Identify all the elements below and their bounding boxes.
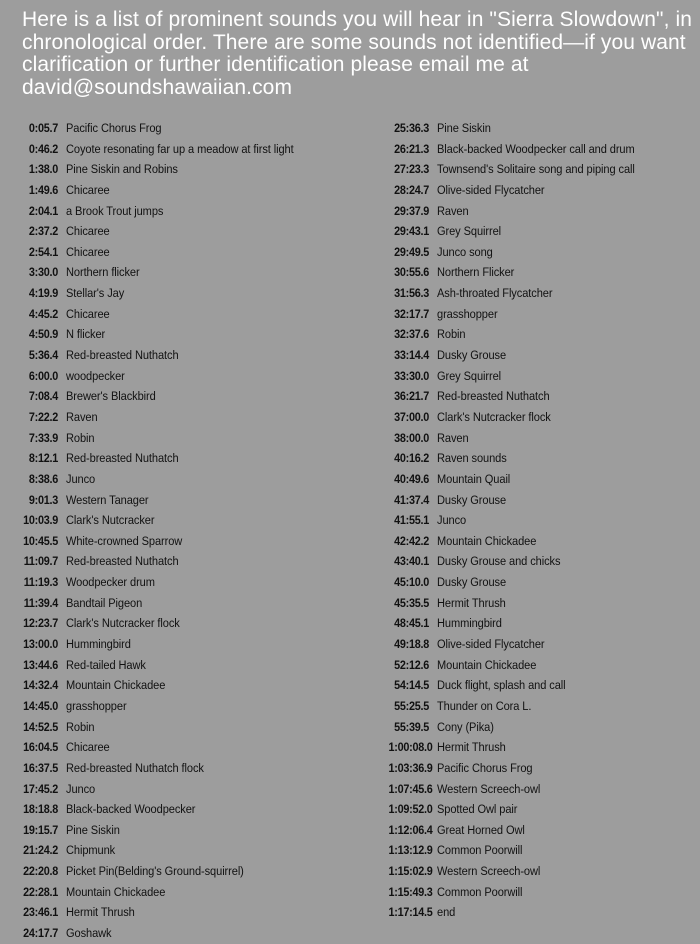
sound-entry xyxy=(383,820,698,841)
sound-name: Junco xyxy=(66,471,96,486)
timestamp: 11:39.4 xyxy=(23,595,59,610)
sound-name: Hermit Thrush xyxy=(437,740,506,755)
timestamp: 21:24.2 xyxy=(23,843,58,858)
sound-entry xyxy=(10,242,382,263)
sound-name: Common Poorwill xyxy=(437,843,523,858)
sound-entry xyxy=(10,386,382,407)
sound-entry xyxy=(383,551,698,572)
timestamp: 7:08.4 xyxy=(28,389,58,404)
sound-entry xyxy=(383,386,698,407)
sound-entry xyxy=(10,799,382,820)
sound-name: Chipmunk xyxy=(66,843,116,858)
sound-name: Hummingbird xyxy=(437,616,502,631)
sound-name: Grey Squirrel xyxy=(437,224,502,239)
sound-name: Raven sounds xyxy=(437,451,507,466)
timestamp: 28:24.7 xyxy=(394,182,429,197)
sound-name: Dusky Grouse and chicks xyxy=(437,554,561,569)
timestamp: 12:23.7 xyxy=(23,616,58,631)
sound-entry xyxy=(383,283,698,304)
sound-entry xyxy=(383,799,698,820)
sound-name: Duck flight, splash and call xyxy=(437,678,566,693)
sound-name: Robin xyxy=(66,430,95,445)
sound-entry xyxy=(10,779,382,800)
sound-name: Raven xyxy=(66,409,98,424)
sound-entry xyxy=(10,861,382,882)
timestamp: 30:55.6 xyxy=(394,265,429,280)
sound-entry xyxy=(383,221,698,242)
sound-name: grasshopper xyxy=(437,306,498,321)
sound-entry xyxy=(10,469,382,490)
sound-entry xyxy=(383,717,698,738)
sound-name: Red-breasted Nuthatch xyxy=(66,451,179,466)
sound-entry xyxy=(383,469,698,490)
timestamp: 52:12.6 xyxy=(394,657,429,672)
sound-entry xyxy=(10,655,382,676)
sound-entry xyxy=(383,428,698,449)
sound-entry xyxy=(383,118,698,139)
sound-entry xyxy=(383,634,698,655)
timestamp: 38:00.0 xyxy=(394,430,429,445)
sound-entry xyxy=(10,634,382,655)
timestamp: 48:45.1 xyxy=(394,616,429,631)
timestamp: 1:13:12.9 xyxy=(388,843,433,858)
sound-entry xyxy=(10,262,382,283)
timestamp: 11:09.7 xyxy=(23,554,59,569)
sound-name: Robin xyxy=(437,327,466,342)
sound-name: Woodpecker drum xyxy=(66,575,155,590)
timestamp: 13:00.0 xyxy=(23,637,58,652)
sound-name: Western Tanager xyxy=(66,492,149,507)
sound-name: N flicker xyxy=(66,327,106,342)
sound-entry xyxy=(10,882,382,903)
sound-name: Dusky Grouse xyxy=(437,492,507,507)
sound-entry xyxy=(10,490,382,511)
sound-entry xyxy=(383,242,698,263)
sound-name: Grey Squirrel xyxy=(437,368,502,383)
sound-name: Hummingbird xyxy=(66,637,131,652)
timestamp: 40:49.6 xyxy=(394,471,429,486)
sound-name: Cony (Pika) xyxy=(437,719,494,734)
timestamp: 16:04.5 xyxy=(23,740,58,755)
timestamp: 1:07:45.6 xyxy=(388,781,433,796)
sound-name: Mountain Chickadee xyxy=(66,884,166,899)
timestamp: 31:56.3 xyxy=(394,286,429,301)
sound-entry xyxy=(10,531,382,552)
timestamp: 1:15:02.9 xyxy=(388,864,433,879)
timestamp: 36:21.7 xyxy=(394,389,429,404)
timestamp: 1:17:14.5 xyxy=(388,905,433,920)
sound-name: Dusky Grouse xyxy=(437,575,507,590)
sound-entry xyxy=(10,510,382,531)
sound-entry xyxy=(10,717,382,738)
sound-name: Pine Siskin xyxy=(437,121,491,135)
sound-name: Spotted Owl pair xyxy=(437,802,518,817)
timestamp: 7:33.9 xyxy=(28,430,58,445)
sound-entry xyxy=(10,407,382,428)
timestamp: 1:09:52.0 xyxy=(388,802,433,817)
timestamp: 4:50.9 xyxy=(28,327,58,342)
timestamp: 45:10.0 xyxy=(394,575,429,590)
sound-entry xyxy=(383,613,698,634)
sound-name: Northern flicker xyxy=(66,265,140,280)
timestamp: 32:37.6 xyxy=(394,327,429,342)
sound-entry xyxy=(383,201,698,222)
timestamp: 55:39.5 xyxy=(394,719,429,734)
sound-name: Pine Siskin xyxy=(66,822,120,837)
sound-name: Red-tailed Hawk xyxy=(66,657,146,672)
sound-name: Pacific Chorus Frog xyxy=(66,121,162,135)
sound-entry xyxy=(383,180,698,201)
sound-name: Clark's Nutcracker flock xyxy=(66,616,180,631)
sound-name: Northern Flicker xyxy=(437,265,515,280)
sound-entry xyxy=(10,572,382,593)
timestamp: 1:15:49.3 xyxy=(388,884,433,899)
sound-entry xyxy=(383,159,698,180)
timestamp: 42:42.2 xyxy=(394,533,429,548)
timestamp: 13:44.6 xyxy=(23,657,58,672)
sound-entry xyxy=(383,655,698,676)
sound-name: Raven xyxy=(437,203,469,218)
sound-entry xyxy=(10,180,382,201)
sound-entry xyxy=(10,366,382,387)
sound-entry xyxy=(10,221,382,242)
timestamp: 22:20.8 xyxy=(23,864,58,879)
timestamp: 1:03:36.9 xyxy=(388,760,433,775)
timestamp: 32:17.7 xyxy=(394,306,429,321)
sound-name: woodpecker xyxy=(66,368,125,383)
sound-entry xyxy=(383,262,698,283)
sound-entry xyxy=(383,366,698,387)
timestamp: 33:30.0 xyxy=(394,368,429,383)
timestamp: 54:14.5 xyxy=(394,678,429,693)
sound-name: Chicaree xyxy=(66,182,110,197)
sound-name: Townsend's Solitaire song and piping call xyxy=(437,162,635,177)
sound-entry xyxy=(10,551,382,572)
sound-entry xyxy=(10,324,382,345)
sound-name: Chicaree xyxy=(66,224,110,239)
sound-entry xyxy=(10,345,382,366)
sound-entry xyxy=(383,737,698,758)
sound-entry xyxy=(383,696,698,717)
timestamp: 1:00:08.0 xyxy=(388,740,433,755)
sound-entry xyxy=(383,840,698,861)
sound-entry xyxy=(383,448,698,469)
timestamp: 1:49.6 xyxy=(28,182,58,197)
timestamp: 2:54.1 xyxy=(28,244,58,259)
sound-name: Robin xyxy=(66,719,95,734)
sound-name: Black-backed Woodpecker xyxy=(66,802,196,817)
timestamp: 25:36.3 xyxy=(394,121,429,135)
sound-entry xyxy=(10,118,382,139)
sound-entry xyxy=(383,304,698,325)
sound-name: grasshopper xyxy=(66,698,127,713)
timestamp: 4:45.2 xyxy=(28,306,58,321)
sound-entry xyxy=(383,861,698,882)
sound-entry xyxy=(383,758,698,779)
sound-name: White-crowned Sparrow xyxy=(66,533,183,548)
sound-entry xyxy=(10,139,382,160)
timestamp: 19:15.7 xyxy=(23,822,58,837)
sound-name: Brewer's Blackbird xyxy=(66,389,156,404)
timestamp: 23:46.1 xyxy=(23,905,58,920)
sound-entry xyxy=(10,820,382,841)
timestamp: 14:45.0 xyxy=(23,698,58,713)
sound-entry xyxy=(383,324,698,345)
sound-name: Thunder on Cora L. xyxy=(437,698,532,713)
timestamp: 17:45.2 xyxy=(23,781,58,796)
sound-entry xyxy=(10,923,382,944)
sound-name: Red-breasted Nuthatch xyxy=(66,348,179,363)
timestamp: 5:36.4 xyxy=(28,348,58,363)
timestamp: 11:19.3 xyxy=(23,575,59,590)
sound-name: Clark's Nutcracker xyxy=(66,513,155,528)
sound-name: Raven xyxy=(437,430,469,445)
sound-name: Clark's Nutcracker flock xyxy=(437,409,551,424)
sound-entry xyxy=(10,840,382,861)
timestamp: 10:45.5 xyxy=(23,533,58,548)
timestamp: 29:37.9 xyxy=(394,203,429,218)
timestamp: 18:18.8 xyxy=(23,802,58,817)
sound-entry xyxy=(10,448,382,469)
timestamp: 1:38.0 xyxy=(28,162,58,177)
sound-name: Red-breasted Nuthatch xyxy=(437,389,550,404)
sound-name: Coyote resonating far up a meadow at first light xyxy=(66,141,294,156)
timestamp: 8:12.1 xyxy=(28,451,58,466)
sound-entry xyxy=(10,283,382,304)
sound-entry xyxy=(383,779,698,800)
sound-entry xyxy=(383,572,698,593)
timestamp: 8:38.6 xyxy=(28,471,58,486)
sound-entry xyxy=(10,304,382,325)
timestamp: 2:37.2 xyxy=(28,224,58,239)
sound-name: Chicaree xyxy=(66,244,110,259)
sound-name: Western Screech-owl xyxy=(437,864,541,879)
sound-list-right-column xyxy=(383,118,698,923)
sound-entry xyxy=(10,593,382,614)
sound-name: Hermit Thrush xyxy=(437,595,506,610)
timestamp: 10:03.9 xyxy=(23,513,58,528)
sound-entry xyxy=(383,490,698,511)
sound-entry xyxy=(383,882,698,903)
timestamp: 14:32.4 xyxy=(23,678,58,693)
sound-name: Junco song xyxy=(437,244,493,259)
timestamp: 33:14.4 xyxy=(394,348,429,363)
sound-entry xyxy=(383,510,698,531)
sound-entry xyxy=(10,159,382,180)
timestamp: 16:37.5 xyxy=(23,760,58,775)
sound-name: Mountain Chickadee xyxy=(437,657,537,672)
sound-name: Mountain Chickadee xyxy=(66,678,166,693)
sound-name: Mountain Chickadee xyxy=(437,533,537,548)
timestamp: 6:00.0 xyxy=(28,368,58,383)
sound-entry xyxy=(383,902,698,923)
sound-name: Bandtail Pigeon xyxy=(66,595,143,610)
sound-name: Western Screech-owl xyxy=(437,781,541,796)
timestamp: 2:04.1 xyxy=(28,203,58,218)
sound-entry xyxy=(10,613,382,634)
sound-entry xyxy=(10,696,382,717)
timestamp: 55:25.5 xyxy=(394,698,429,713)
timestamp: 14:52.5 xyxy=(23,719,58,734)
sound-entry xyxy=(383,593,698,614)
sound-name: Goshawk xyxy=(66,925,112,940)
timestamp: 40:16.2 xyxy=(394,451,429,466)
sound-name: Junco xyxy=(437,513,467,528)
sound-name: end xyxy=(437,905,456,920)
sound-name: Stellar's Jay xyxy=(66,286,125,301)
sound-name: Red-breasted Nuthatch xyxy=(66,554,179,569)
sound-name: Junco xyxy=(66,781,96,796)
timestamp: 0:05.7 xyxy=(28,121,58,135)
timestamp: 26:21.3 xyxy=(394,141,429,156)
sound-entry xyxy=(10,675,382,696)
sound-name: Hermit Thrush xyxy=(66,905,135,920)
timestamp: 3:30.0 xyxy=(28,265,58,280)
intro-text: Here is a list of prominent sounds you will hear in "Sierra Slowdown", in chronological order. There are some sounds not identified—if you want clarification or further identification please email me at david@soundshawaiian.com xyxy=(22,8,693,99)
sound-entry xyxy=(10,902,382,923)
timestamp: 29:49.5 xyxy=(394,244,429,259)
timestamp: 49:18.8 xyxy=(394,637,429,652)
timestamp: 43:40.1 xyxy=(394,554,429,569)
sound-entry xyxy=(383,139,698,160)
timestamp: 4:19.9 xyxy=(28,286,58,301)
sound-entry xyxy=(383,531,698,552)
sound-name: a Brook Trout jumps xyxy=(66,203,164,218)
sound-list-left-column xyxy=(10,118,382,944)
timestamp: 29:43.1 xyxy=(394,224,429,239)
sound-name: Great Horned Owl xyxy=(437,822,525,837)
timestamp: 37:00.0 xyxy=(394,409,429,424)
sound-entry xyxy=(383,675,698,696)
sound-name: Olive-sided Flycatcher xyxy=(437,182,545,197)
timestamp: 7:22.2 xyxy=(28,409,58,424)
sound-name: Red-breasted Nuthatch flock xyxy=(66,760,204,775)
sound-name: Common Poorwill xyxy=(437,884,523,899)
sound-entry xyxy=(383,407,698,428)
timestamp: 22:28.1 xyxy=(23,884,58,899)
sound-entry xyxy=(10,758,382,779)
sound-name: Chicaree xyxy=(66,306,110,321)
sound-name: Ash-throated Flycatcher xyxy=(437,286,553,301)
timestamp: 1:12:06.4 xyxy=(388,822,433,837)
sound-name: Picket Pin(Belding's Ground-squirrel) xyxy=(66,864,244,879)
timestamp: 41:37.4 xyxy=(394,492,429,507)
sound-name: Mountain Quail xyxy=(437,471,511,486)
timestamp: 0:46.2 xyxy=(28,141,58,156)
timestamp: 27:23.3 xyxy=(394,162,429,177)
timestamp: 41:55.1 xyxy=(394,513,429,528)
timestamp: 24:17.7 xyxy=(23,925,58,940)
timestamp: 9:01.3 xyxy=(28,492,58,507)
sound-name: Pacific Chorus Frog xyxy=(437,760,533,775)
sound-name: Dusky Grouse xyxy=(437,348,507,363)
sound-entry xyxy=(10,737,382,758)
sound-entry xyxy=(10,428,382,449)
sound-name: Pine Siskin and Robins xyxy=(66,162,178,177)
timestamp: 45:35.5 xyxy=(394,595,429,610)
sound-entry xyxy=(383,345,698,366)
sound-entry xyxy=(10,201,382,222)
sound-name: Black-backed Woodpecker call and drum xyxy=(437,141,635,156)
sound-name: Chicaree xyxy=(66,740,110,755)
sound-name: Olive-sided Flycatcher xyxy=(437,637,545,652)
